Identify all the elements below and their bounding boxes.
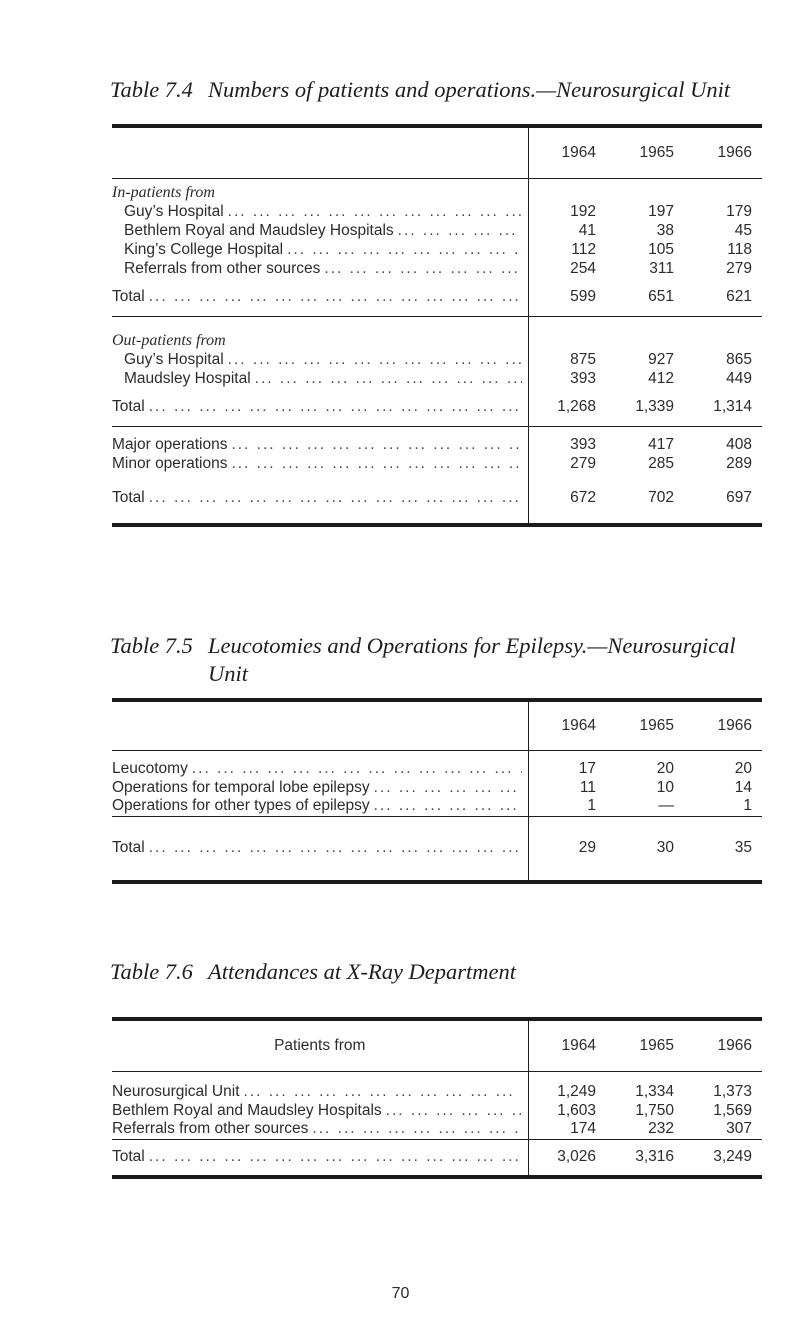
cell-1964: 174 (528, 1120, 606, 1139)
cell-1966: 408 (684, 426, 762, 454)
cell-1964: 29 (528, 816, 606, 882)
row-label: Referrals from other sources (112, 1120, 309, 1138)
table-row (112, 778, 762, 797)
table-row (112, 454, 762, 473)
cell-1964: 3,026 (528, 1139, 606, 1177)
row-label: Minor operations (112, 454, 228, 472)
row-label: Total (112, 1148, 145, 1166)
row-label: Maudsley Hospital (124, 369, 251, 387)
table-7-4-title (110, 76, 770, 104)
cell-1966: 621 (726, 287, 752, 305)
cell-1966: 35 (684, 816, 762, 882)
header-row (112, 126, 762, 178)
row-label: Guy’s Hospital (124, 350, 224, 368)
cell-1964: 393 (528, 369, 606, 388)
header-1965: 1965 (606, 126, 684, 178)
cell-1964: 599 (528, 278, 606, 316)
row-label: King’s College Hospital (124, 240, 284, 258)
cell-1965: 38 (656, 221, 674, 239)
cell-1964: 1,249 (528, 1071, 606, 1101)
cell-1966: 697 (684, 473, 762, 525)
cell-1965: 1,339 (635, 397, 674, 415)
header-1966: 1966 (684, 700, 762, 750)
cell-1965: 197 (648, 202, 674, 220)
cell-1964: 41 (528, 221, 606, 240)
cell-1965: 232 (648, 1120, 674, 1138)
header-1964: 1964 (528, 700, 606, 750)
total-row (112, 388, 762, 426)
cell-1965: — (658, 797, 674, 815)
row-label: Total (112, 839, 145, 857)
table-row (112, 1120, 762, 1139)
cell-1965: 1,750 (635, 1101, 674, 1119)
row-label: Guy’s Hospital (124, 202, 224, 220)
header-1964: 1964 (528, 1019, 606, 1071)
row-label: Operations for other types of epilepsy (112, 797, 370, 815)
table-7-6 (112, 1017, 762, 1179)
row-label: Referrals from other sources (124, 259, 321, 277)
cell-1964: 11 (528, 778, 606, 797)
cell-1965: 285 (648, 454, 674, 472)
table-row (112, 426, 762, 454)
cell-1965: 412 (648, 369, 674, 387)
row-label: Leucotomy (112, 760, 188, 777)
row-label: Total (112, 287, 145, 305)
cell-1965: 927 (648, 350, 674, 368)
table-7-5 (112, 698, 762, 884)
table-row (112, 797, 762, 816)
table-7-6-title (110, 958, 770, 986)
cell-1966: 118 (727, 240, 752, 258)
table-row (112, 1101, 762, 1120)
table-7-4-number: Table 7.4 (110, 77, 193, 102)
header-1966: 1966 (684, 1019, 762, 1071)
cell-1964: 393 (528, 426, 606, 454)
cell-1966: 1 (743, 797, 752, 815)
header-row (112, 700, 762, 750)
cell-1964: 112 (528, 240, 606, 259)
row-label: Bethlem Royal and Maudsley Hospitals (124, 221, 394, 239)
cell-1966: 449 (726, 369, 752, 387)
cell-1966: 1,373 (684, 1071, 762, 1101)
table-row (112, 1071, 762, 1101)
row-label: Bethlem Royal and Maudsley Hospitals (112, 1101, 382, 1119)
cell-1965: 20 (606, 750, 684, 778)
header-row (112, 1019, 762, 1071)
table-7-6-caption: Attendances at X-Ray Department (208, 959, 517, 984)
section-heading: In-patients from (112, 178, 528, 202)
table-row (112, 202, 762, 221)
cell-1966: 179 (726, 202, 752, 220)
table-7-5-caption-cont: Unit (208, 661, 249, 686)
cell-1964: 279 (528, 454, 606, 473)
table-7-6-number: Table 7.6 (110, 959, 193, 984)
table-row (112, 369, 762, 388)
section-row (112, 178, 762, 202)
cell-1966: 14 (734, 778, 752, 796)
table-7-5-caption: Leucotomies and Operations for Epilepsy.—Neurosurgical (208, 633, 736, 658)
cell-1965: 311 (649, 259, 674, 277)
header-blank (112, 700, 528, 750)
row-label: Major operations (112, 436, 228, 453)
cell-1964: 672 (528, 473, 606, 525)
total-row (112, 278, 762, 316)
section-heading: Out-patients from (112, 316, 528, 350)
table-7-4-caption: Numbers of patients and operations.—Neurosurgical Unit (208, 77, 731, 102)
table-7-5-number: Table 7.5 (110, 633, 193, 658)
table-7-5-title (110, 632, 770, 688)
cell-1964: 875 (528, 350, 606, 369)
cell-1966: 307 (726, 1120, 752, 1138)
header-1966: 1966 (684, 126, 762, 178)
cell-1964: 1,268 (528, 388, 606, 426)
cell-1965: 10 (656, 778, 674, 796)
row-label: Operations for temporal lobe epilepsy (112, 778, 370, 796)
cell-1965: 702 (606, 473, 684, 525)
header-patients-from: Patients from (112, 1019, 528, 1071)
cell-1966: 20 (684, 750, 762, 778)
cell-1966: 1,569 (713, 1101, 752, 1119)
total-row (112, 473, 762, 525)
row-label: Total (112, 397, 145, 415)
page-number: 70 (391, 1285, 410, 1302)
cell-1965: 105 (648, 240, 674, 258)
header-1964: 1964 (528, 126, 606, 178)
table-7-4 (112, 124, 762, 527)
cell-1966: 45 (734, 221, 752, 239)
cell-1965: 651 (648, 287, 674, 305)
cell-1964: 1,603 (528, 1101, 606, 1120)
cell-1964: 192 (528, 202, 606, 221)
cell-1966: 279 (726, 259, 752, 277)
header-1965: 1965 (606, 700, 684, 750)
table-row (112, 750, 762, 778)
cell-1966: 289 (726, 454, 752, 472)
total-row (112, 1139, 762, 1177)
cell-1965: 417 (606, 426, 684, 454)
table-row (112, 240, 762, 259)
cell-1966: 3,249 (684, 1139, 762, 1177)
table-row (112, 221, 762, 240)
header-1965: 1965 (606, 1019, 684, 1071)
cell-1965: 1,334 (606, 1071, 684, 1101)
cell-1964: 254 (528, 259, 606, 278)
table-row (112, 350, 762, 369)
header-blank (112, 126, 528, 178)
row-label: Neurosurgical Unit (112, 1083, 240, 1100)
cell-1965: 30 (606, 816, 684, 882)
total-row (112, 816, 762, 882)
cell-1964: 1 (528, 797, 606, 816)
cell-1966: 1,314 (713, 397, 752, 415)
section-row (112, 316, 762, 350)
cell-1965: 3,316 (606, 1139, 684, 1177)
cell-1966: 865 (726, 350, 752, 368)
table-row (112, 259, 762, 278)
cell-1964: 17 (528, 750, 606, 778)
row-label: Total (112, 489, 145, 506)
